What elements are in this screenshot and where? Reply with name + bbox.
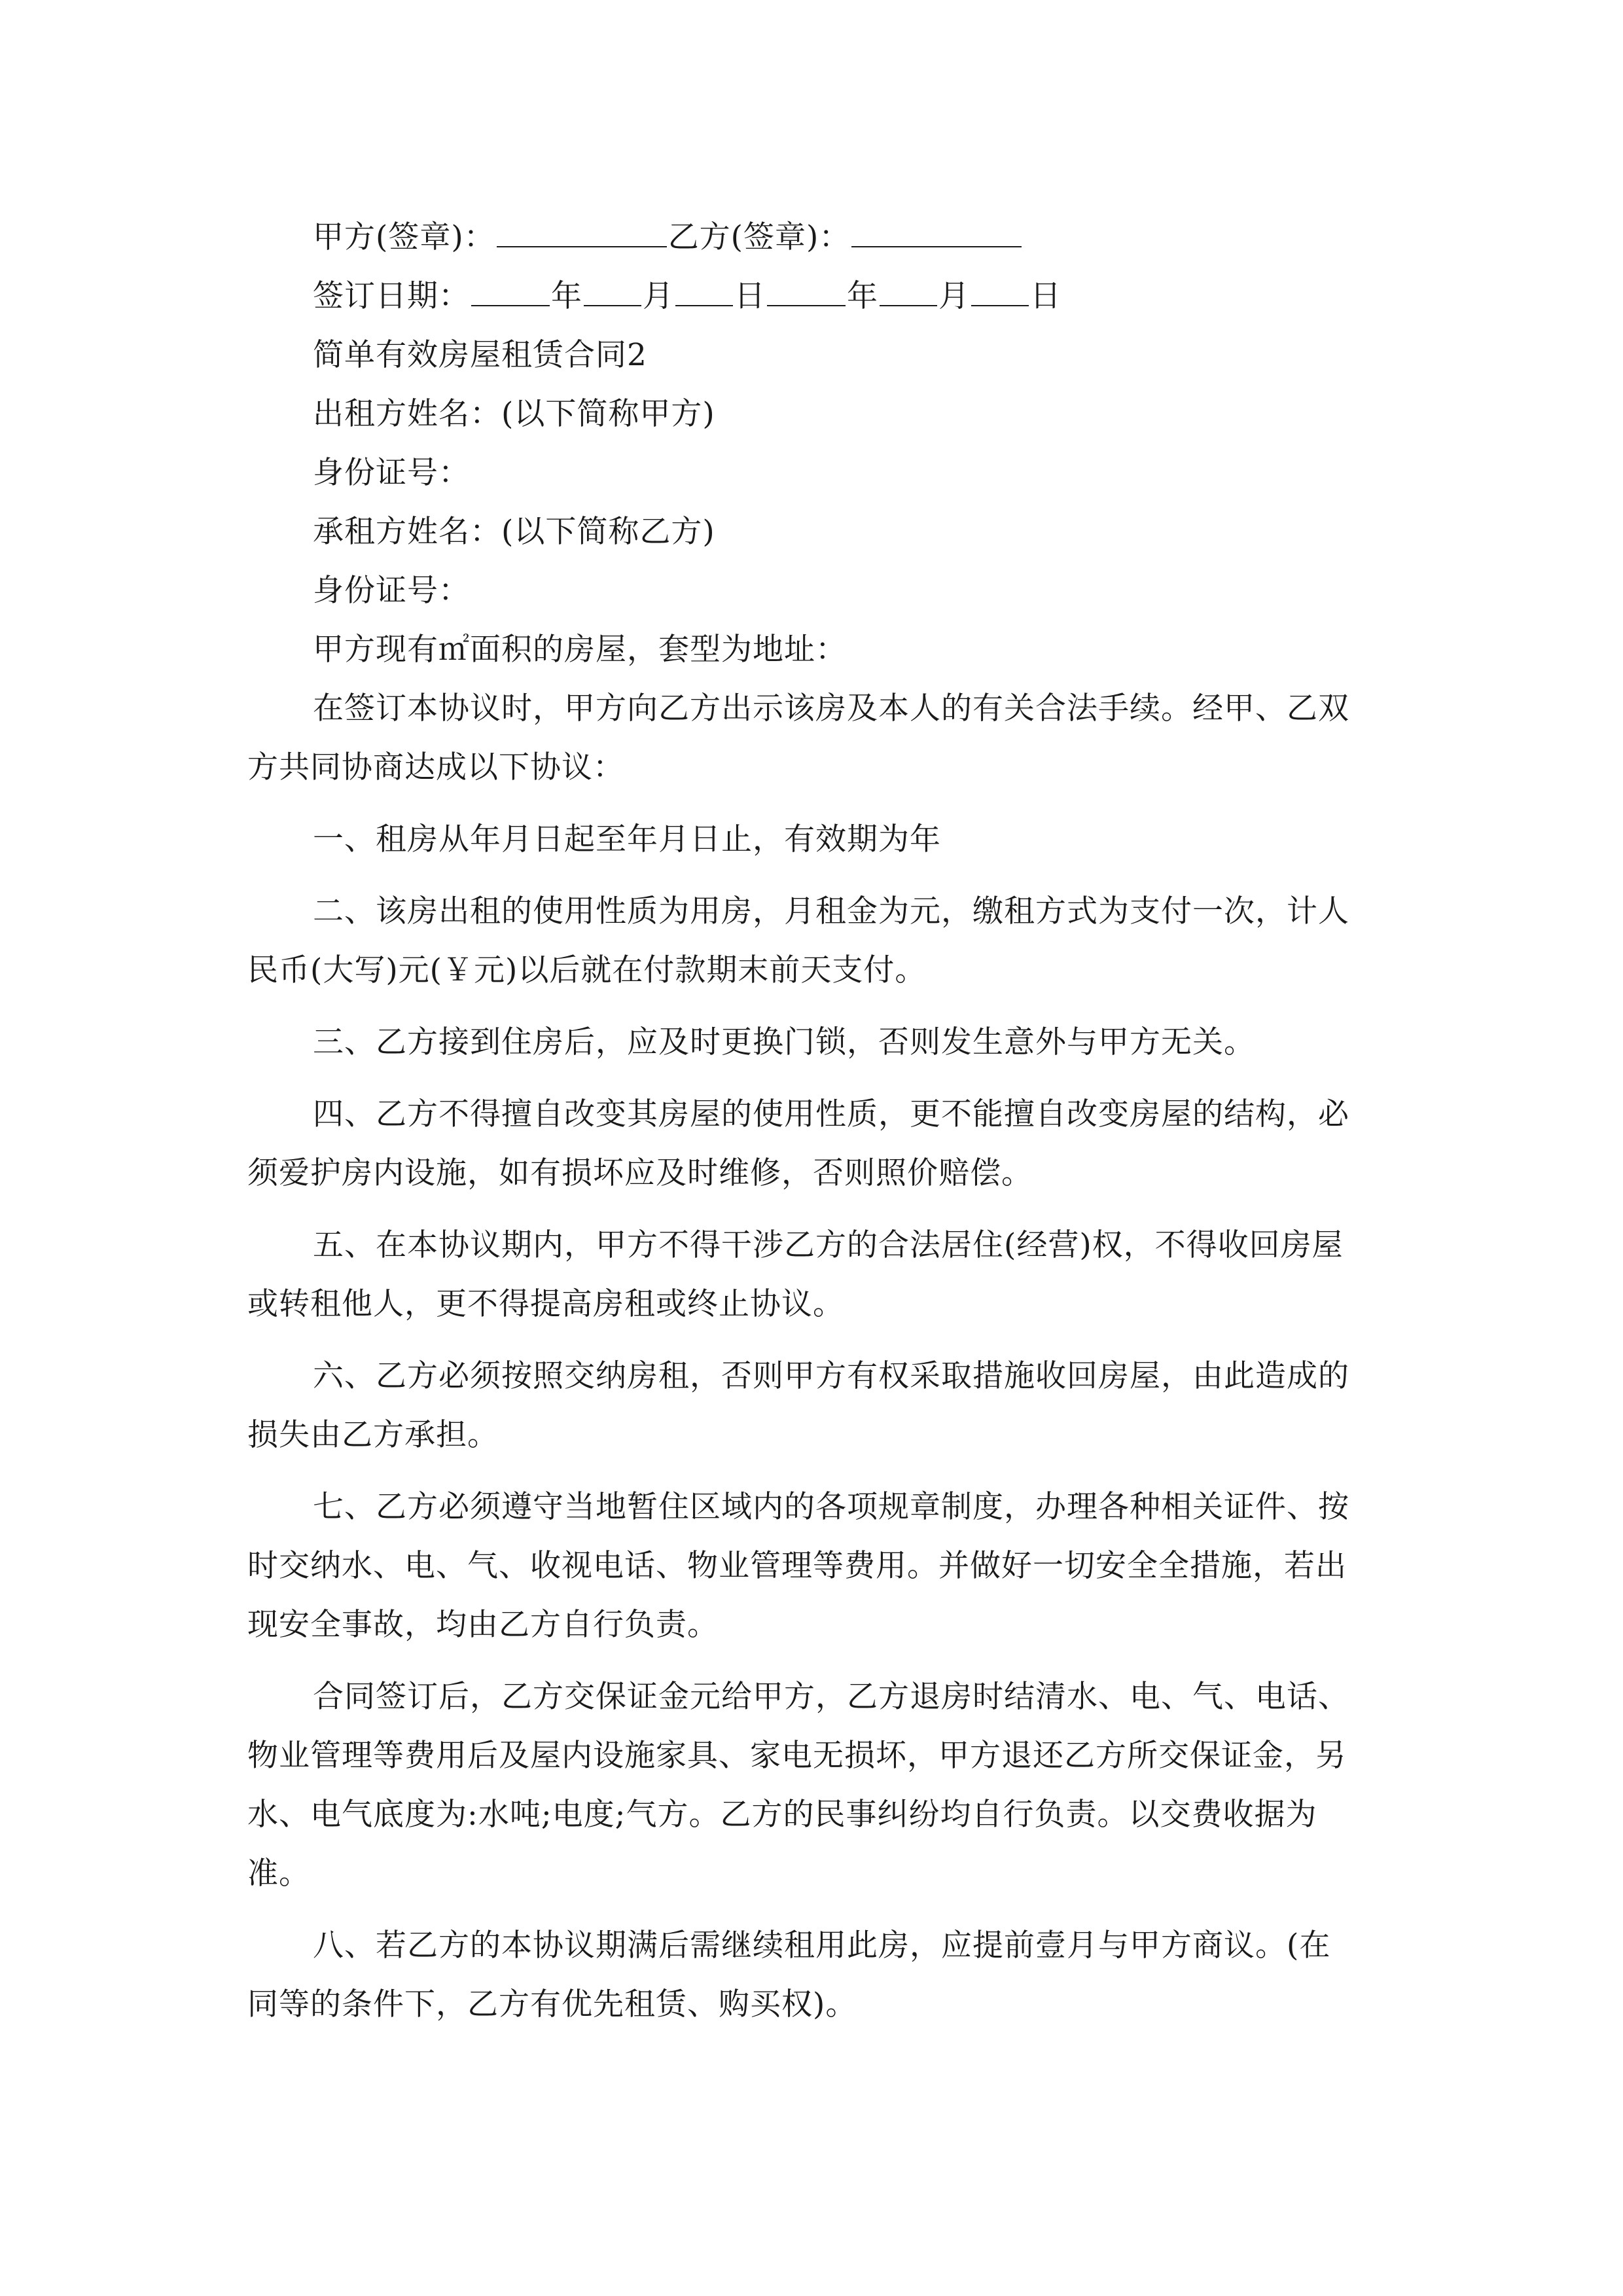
signature-line xyxy=(247,208,1386,267)
day-label: 日 xyxy=(1030,278,1061,314)
party-b-month-blank xyxy=(880,279,937,306)
party-b-signature-blank xyxy=(851,220,1022,247)
year-label: 年 xyxy=(847,278,878,314)
clause-4-line-2: 须爱护房内设施，如有损坏应及时维修，否则照价赔偿。 xyxy=(247,1155,1033,1191)
deposit-clause-line-3: 水、电气底度为:水吨;电度;气方。乙方的民事纠纷均自行负责。以交费收据为 xyxy=(247,1797,1317,1833)
signing-date-label: 签订日期： xyxy=(313,278,470,314)
preamble-line-1: 在签订本协议时，甲方向乙方出示该房及本人的有关合法手续。经甲、乙双 xyxy=(313,691,1349,726)
clause-3: 三、乙方接到住房后，应及时更换门锁，否则发生意外与甲方无关。 xyxy=(313,1024,1255,1060)
clause-7-line-1: 七、乙方必须遵守当地暂住区域内的各项规章制度，办理各种相关证件、按 xyxy=(313,1489,1349,1525)
signing-date-line xyxy=(247,267,1386,326)
preamble-line-2: 方共同协商达成以下协议： xyxy=(247,749,624,785)
month-label: 月 xyxy=(643,278,674,314)
clause-5-line-2: 或转租他人，更不得提高房租或终止协议。 xyxy=(247,1286,844,1322)
lessor-name-field: 出租方姓名：(以下简称甲方) xyxy=(313,396,715,432)
party-b-year-blank xyxy=(767,279,846,306)
clause-8-line-2: 同等的条件下，乙方有优先租赁、购买权)。 xyxy=(247,1986,857,2022)
lessor-id-field: 身份证号： xyxy=(313,455,470,491)
clause-2-line-1: 二、该房出租的使用性质为用房，月租金为元，缴租方式为支付一次，计人 xyxy=(313,893,1349,929)
document-body xyxy=(247,208,1386,2034)
deposit-clause-line-1: 合同签订后，乙方交保证金元给甲方，乙方退房时结清水、电、气、电话、 xyxy=(313,1679,1349,1715)
property-description: 甲方现有㎡面积的房屋，套型为地址： xyxy=(313,632,847,668)
deposit-clause-line-4: 准。 xyxy=(247,1856,310,1892)
year-label: 年 xyxy=(551,278,582,314)
party-b-day-blank xyxy=(971,279,1029,306)
clause-4-line-1: 四、乙方不得擅自改变其房屋的使用性质，更不能擅自改变房屋的结构，必 xyxy=(313,1096,1349,1132)
day-label: 日 xyxy=(734,278,766,314)
clause-7-line-3: 现安全事故，均由乙方自行负责。 xyxy=(247,1607,719,1643)
lessee-name-field: 承租方姓名：(以下简称乙方) xyxy=(313,514,715,550)
clause-5-line-1: 五、在本协议期内，甲方不得干涉乙方的合法居住(经营)权，不得收回房屋 xyxy=(313,1227,1344,1263)
party-a-signature-blank xyxy=(497,220,667,247)
clause-6-line-2: 损失由乙方承担。 xyxy=(247,1417,499,1453)
party-a-month-blank xyxy=(584,279,641,306)
clause-6-line-1: 六、乙方必须按照交纳房租，否则甲方有权采取措施收回房屋，由此造成的 xyxy=(313,1358,1349,1394)
clause-1: 一、租房从年月日起至年月日止，有效期为年 xyxy=(313,821,941,857)
contract-title: 简单有效房屋租赁合同2 xyxy=(313,337,647,373)
party-a-year-blank xyxy=(471,279,550,306)
party-a-day-blank xyxy=(675,279,733,306)
lessee-id-field: 身份证号： xyxy=(313,573,470,609)
clause-8-line-1: 八、若乙方的本协议期满后需继续租用此房，应提前壹月与甲方商议。(在 xyxy=(313,1928,1331,1964)
clause-2-line-2: 民币(大写)元(￥元)以后就在付款期末前天支付。 xyxy=(247,952,927,988)
party-a-signature-label: 甲方(签章)： xyxy=(313,219,495,255)
party-b-signature-label: 乙方(签章)： xyxy=(668,219,851,255)
clause-7-line-2: 时交纳水、电、气、收视电话、物业管理等费用。并做好一切安全全措施，若出 xyxy=(247,1548,1347,1584)
deposit-clause-line-2: 物业管理等费用后及屋内设施家具、家电无损坏，甲方退还乙方所交保证金，另 xyxy=(247,1738,1347,1774)
month-label: 月 xyxy=(938,278,970,314)
